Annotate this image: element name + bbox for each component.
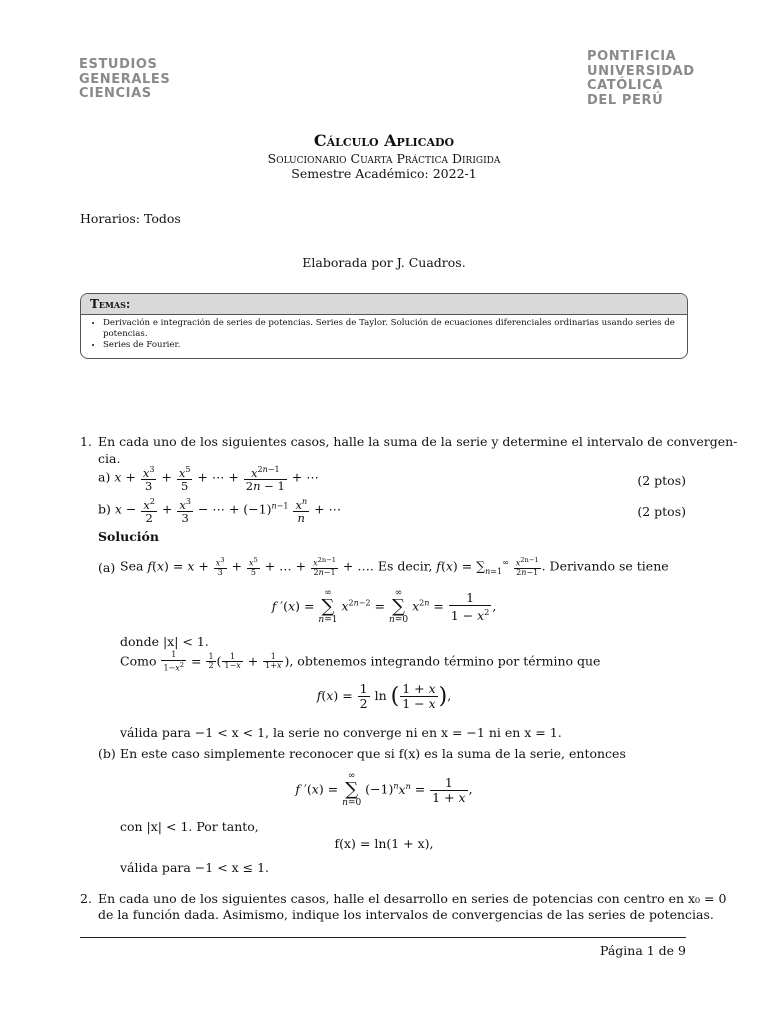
partial-fractions: Como $\frac{1}{1-x^2}$ = $\frac{1}{2}$ ( $\frac{1}{1-x}$ + $\frac{1}{1+x}$ ), obtenemos integrando término por término que [120,650,601,673]
text: , obtenemos integrando término por término que [289,653,601,669]
part-label: (a) [98,560,116,575]
text: Como [120,653,157,669]
part-label: (b) [98,746,116,761]
part-b-text: En este caso simplemente reconocer que si f(x) es la suma de la serie, entonces [120,746,626,761]
author: Elaborada por J. Cuadros. [302,255,466,270]
header-right-line: PONTIFICIA [587,49,677,64]
header-right-line: DEL PERÚ [587,92,664,108]
ln-result: f(x) = ln(1 + x), [334,836,434,851]
domain-note-b: con |x| < 1. Por tanto, [120,819,259,834]
topics-heading: Temas: [81,294,687,315]
item-label: a) [98,469,111,485]
problem-statement: En cada uno de los siguientes casos, halle el desarrollo en series de potencias con centro en x₀ = 0 [98,891,727,906]
problem-statement-cont: de la función dada. Asimismo, indique los intervalos de convergencias de las series de potencias. [98,907,714,922]
topic-item: • Series de Fourier. [103,340,687,351]
log-equation: f(x) = $\frac{1}{2}$ ln ( $\frac{1 + x}{1 - x}$ ), [316,681,452,711]
page-number: Página 1 de 9 [599,943,686,958]
part-a-definition: Sea f(x) = x + $\frac{x^3}{3}$ + $\frac{x^5}{5}$ + … + $\frac{x^{2n-1}}{2n-1}$ + …. Es decir, $f(x) = \sum_{n=1}^\infty$ $\frac{x^{2n-1}}{2n-1}$ . Derivando se tiene [120,556,669,578]
domain-note: donde |x| < 1. [120,634,209,649]
course-title: Cálculo Aplicado [313,131,455,150]
solution-heading: Solución [98,529,159,544]
footer-rule [80,937,686,938]
derivative-equation: f ′(x) = ∞ ∑ n=1 $x^{2n-2}$ = ∞ ∑ n=0 $x^{2n}$ = $\frac{1}{1 - x^2}$ , [271,588,497,625]
header-right-line: UNIVERSIDAD [587,63,695,79]
points-a: (2 ptos) [637,473,686,488]
topics-box [80,293,688,359]
header-left-line: ESTUDIOS [79,57,158,72]
series-a: a) x + $\frac{x^3}{3}$ + $\frac{x^5}{5}$ + ⋯ + $\frac{x^{2n-1}}{2n - 1}$ + ⋯ [98,465,319,493]
problem-statement: En cada uno de los siguientes casos, halle la suma de la serie y determine el intervalo de convergen- [98,434,738,449]
horarios: Horarios: Todos [80,211,181,226]
text: . Es decir, [369,558,433,574]
problem-number: 1. [80,434,92,449]
header-left-line: CIENCIAS [79,86,152,101]
problem-number: 2. [80,891,92,906]
text: . Derivando se tiene [541,558,669,574]
item-label: b) [98,501,111,517]
header-right-line: CATÓLICA [587,78,664,93]
points-b: (2 ptos) [637,504,686,519]
topic-item: • Derivación e integración de series de potencias. Series de Taylor. Solución de ecuaciones diferenciales ordinarias usando series de potencias. [103,318,687,340]
text: Sea [120,558,144,574]
validity-b: válida para −1 < x ≤ 1. [120,860,270,875]
problem-statement-cont: cia. [98,451,121,466]
semester: Semestre Académico: 2022-1 [291,166,477,181]
topics-list [81,318,687,351]
validity-a: válida para −1 < x < 1, la serie no converge ni en x = −1 ni en x = 1. [120,725,562,740]
header-left-line: GENERALES [79,71,171,87]
document-subtitle: Solucionario Cuarta Práctica Dirigida [267,151,501,166]
header-right [587,50,695,108]
series-b: b) x − $\frac{x^2}{2}$ + $\frac{x^3}{3}$ − ⋯ + $(-1)^{n-1}$ $\frac{x^n}{n}$ + ⋯ [98,497,342,525]
geometric-equation: f ′(x) = ∞ ∑ n=0 $(-1)^nx^n$ = $\frac{1}{1 + x}$ , [295,771,473,808]
header-left [79,58,170,102]
